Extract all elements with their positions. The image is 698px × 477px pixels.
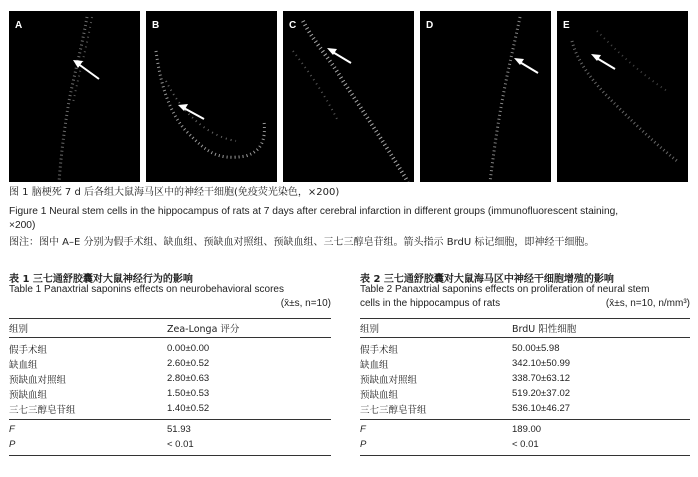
panel-a xyxy=(9,11,140,182)
table-1-title-en: Table 1 Panaxtrial saponins effects on neurobehavioral scores xyxy=(9,284,284,295)
group-cell: 预缺血组 xyxy=(360,389,399,401)
figure-panels xyxy=(9,11,689,182)
table-2-title-en-continued: cells in the hippocampus of rats xyxy=(360,298,501,309)
table-2-title-row xyxy=(360,298,690,312)
panel-b xyxy=(146,11,277,182)
table-row xyxy=(9,371,331,386)
table-row-p xyxy=(360,437,690,452)
panel-label: B xyxy=(152,20,160,31)
panel-c-image xyxy=(283,11,414,182)
panel-b-image xyxy=(146,11,277,182)
group-cell: 缺血组 xyxy=(360,359,389,371)
group-cell: 预缺血对照组 xyxy=(9,374,67,386)
group-cell: 假手术组 xyxy=(360,344,399,356)
table-2-header xyxy=(360,318,690,338)
figure-caption-cn: 图 1 脑梗死 7 d 后各组大鼠海马区中的神经干细胞(免疫荧光染色，×200) xyxy=(9,187,340,198)
value-cell: 338.70±63.12 xyxy=(512,373,571,384)
panel-label: D xyxy=(426,20,434,31)
table-1-title-cn: 表 1 三七通舒胶囊对大鼠神经行为的影响 xyxy=(9,274,193,285)
table-2 xyxy=(360,270,690,456)
value-cell: 2.60±0.52 xyxy=(167,358,210,369)
table-row xyxy=(360,341,690,356)
table-row-f xyxy=(9,422,331,437)
table-bottom-rule xyxy=(360,455,690,456)
group-cell: 三七三醇皂苷组 xyxy=(360,404,427,416)
panel-d-image xyxy=(420,11,551,182)
f-label: F xyxy=(360,424,366,435)
table-2-title-cn: 表 2 三七通舒胶囊对大鼠海马区中神经干细胞增殖的影响 xyxy=(360,274,614,285)
table-row xyxy=(9,386,331,401)
table-row xyxy=(360,371,690,386)
f-value: 189.00 xyxy=(512,424,542,435)
p-label: P xyxy=(360,439,367,450)
table-1-col-score: Zea-Longa 评分 xyxy=(167,324,240,335)
table-divider xyxy=(360,419,690,420)
table-1-col-group: 组别 xyxy=(9,324,29,335)
p-label: P xyxy=(9,439,16,450)
value-cell: 50.00±5.98 xyxy=(512,343,560,354)
group-cell: 预缺血组 xyxy=(9,389,48,401)
table-1-stat-note: (x̄±s, n=10) xyxy=(280,298,331,309)
p-value: < 0.01 xyxy=(167,439,194,450)
table-row xyxy=(9,356,331,371)
value-cell: 342.10±50.99 xyxy=(512,358,571,369)
f-label: F xyxy=(9,424,15,435)
panel-d xyxy=(420,11,551,182)
table-1-header xyxy=(9,318,331,338)
value-cell: 2.80±0.63 xyxy=(167,373,210,384)
table-row xyxy=(9,341,331,356)
value-cell: 1.50±0.53 xyxy=(167,388,210,399)
figure-note: 图注：图中 A–E 分别为假手术组、缺血组、预缺血对照组、预缺血组、三七三醇皂苷组。箭头指示 BrdU 标记细胞，即神经干细胞。 xyxy=(9,237,595,248)
table-divider xyxy=(9,419,331,420)
value-cell: 0.00±0.00 xyxy=(167,343,210,354)
value-cell: 1.40±0.52 xyxy=(167,403,210,414)
figure-caption-en: Figure 1 Neural stem cells in the hippocampus of rats at 7 days after cerebral infarction in different groups (immunofluorescent staining, xyxy=(9,206,619,217)
table-row xyxy=(360,401,690,416)
panel-a-image xyxy=(9,11,140,182)
table-bottom-rule xyxy=(9,455,331,456)
table-row xyxy=(360,356,690,371)
panel-e xyxy=(557,11,688,182)
table-2-col-group: 组别 xyxy=(360,324,380,335)
group-cell: 三七三醇皂苷组 xyxy=(9,404,76,416)
table-2-title-en: Table 2 Panaxtrial saponins effects on proliferation of neural stem xyxy=(360,284,650,295)
value-cell: 536.10±46.27 xyxy=(512,403,571,414)
panel-label: A xyxy=(15,20,23,31)
table-row-f xyxy=(360,422,690,437)
group-cell: 预缺血对照组 xyxy=(360,374,418,386)
panel-label: C xyxy=(289,20,297,31)
panel-label: E xyxy=(563,20,570,31)
table-2-col-brdu: BrdU 阳性细胞 xyxy=(512,324,577,335)
panel-e-image xyxy=(557,11,688,182)
f-value: 51.93 xyxy=(167,424,191,435)
panel-c xyxy=(283,11,414,182)
group-cell: 假手术组 xyxy=(9,344,48,356)
p-value: < 0.01 xyxy=(512,439,539,450)
table-2-stat-note: (x̄±s, n=10, n/mm³) xyxy=(605,298,690,309)
value-cell: 519.20±37.02 xyxy=(512,388,571,399)
group-cell: 缺血组 xyxy=(9,359,38,371)
table-row-p xyxy=(9,437,331,452)
table-1 xyxy=(9,270,331,456)
figure-caption-en-continued: ×200) xyxy=(9,220,36,231)
table-row xyxy=(360,386,690,401)
table-row xyxy=(9,401,331,416)
